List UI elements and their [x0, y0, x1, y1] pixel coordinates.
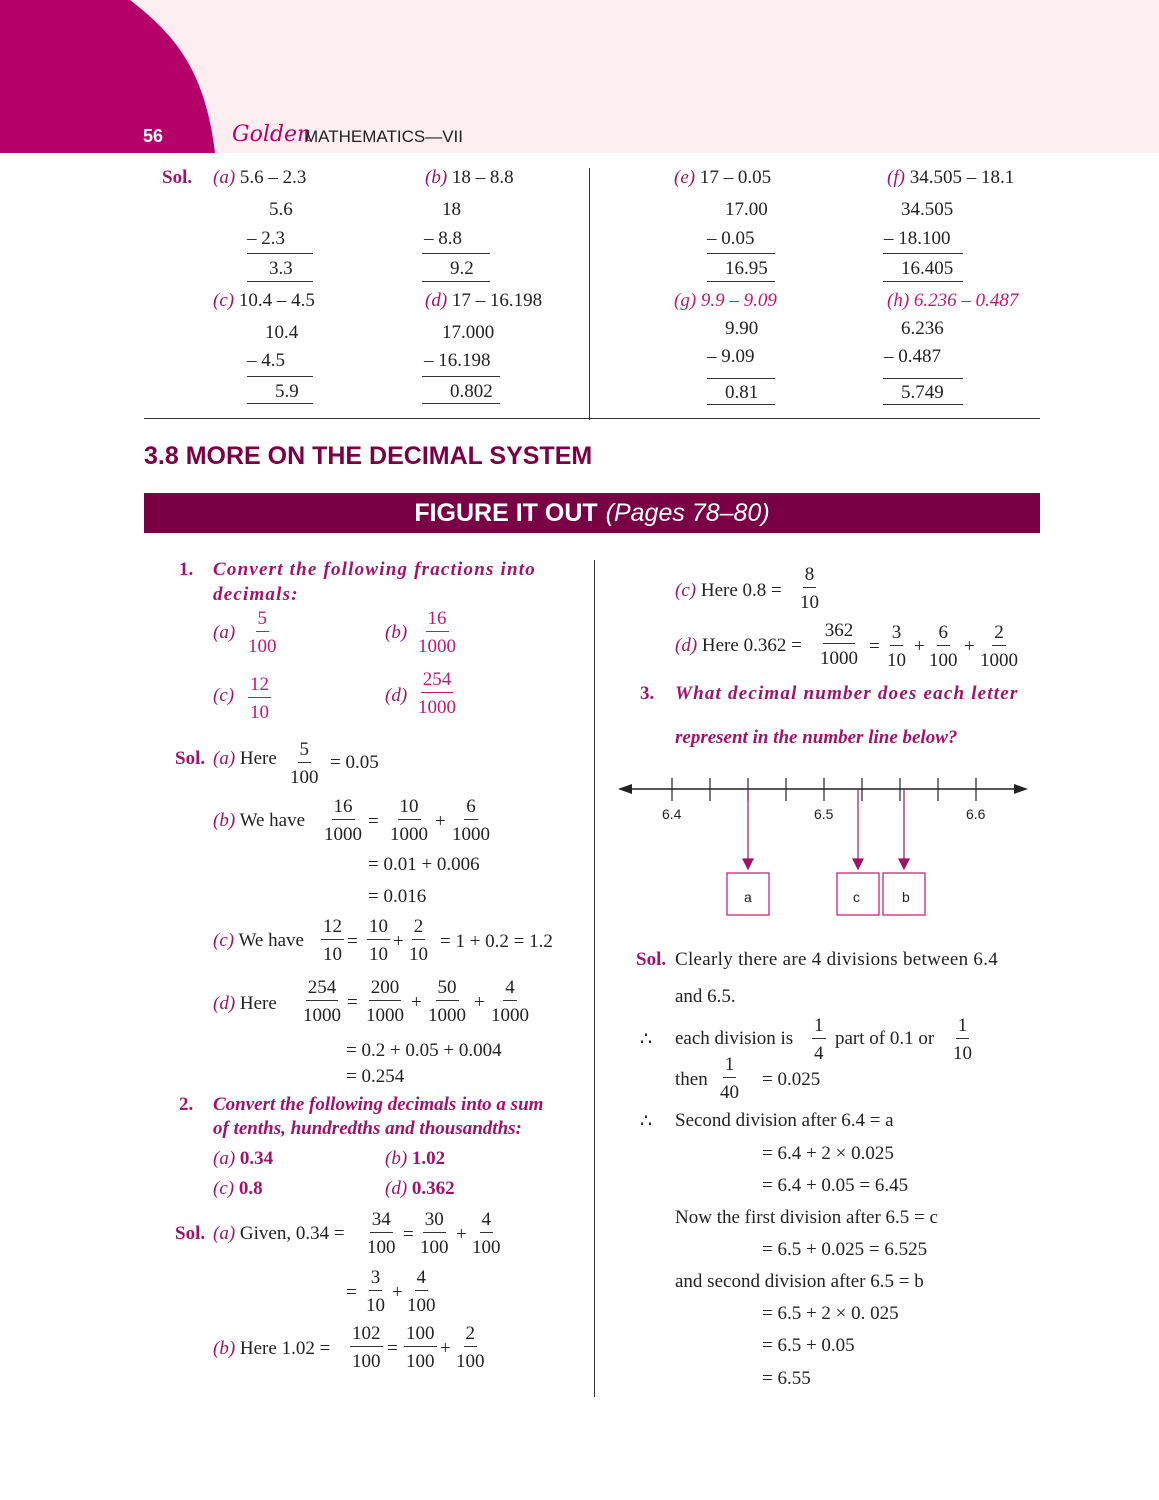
- box-label-a: a: [744, 889, 752, 905]
- q2-sol-a: (a) Given, 0.34 =: [213, 1223, 345, 1244]
- sub-b-result: 9.2: [450, 258, 474, 279]
- q1-sol-d-frac2: 200 1000: [366, 977, 404, 1026]
- tick-label-6-5: 6.5: [814, 806, 834, 822]
- eq-sign: =: [403, 1224, 414, 1245]
- plus-sign: +: [964, 636, 975, 657]
- q1-sol-label: Sol.: [175, 748, 206, 769]
- q2-sol-b-frac2: 100 100: [406, 1323, 435, 1372]
- q3-sol-line3b: part of 0.1 or: [835, 1028, 935, 1049]
- q3-text-line2: represent in the number line below?: [675, 727, 958, 748]
- page-number: 56: [143, 126, 164, 146]
- eq-sign: =: [347, 992, 358, 1013]
- sub-g-rule2: [707, 404, 775, 405]
- q1-sol-d-frac3: 50 1000: [428, 977, 466, 1026]
- plus-sign: +: [456, 1224, 467, 1245]
- sub-f-expr: (f) 34.505 – 18.1: [887, 167, 1015, 188]
- banner-title: FIGURE IT OUT: [414, 498, 598, 527]
- book-title: MATHEMATICS—VII: [304, 127, 463, 146]
- q2-text-line2: of tenths, hundredths and thousandths:: [213, 1118, 522, 1139]
- q2-sol-a-frac1: 34 100: [367, 1209, 396, 1258]
- q3-sol-line7: = 6.4 + 0.05 = 6.45: [762, 1175, 909, 1196]
- q1-sol-b-frac3: 6 1000: [452, 796, 490, 845]
- q2-sol-b: (b) Here 1.02 =: [213, 1338, 331, 1359]
- q1-sol-d-frac1: 254 1000: [303, 977, 341, 1026]
- q3-sol-frac-fortieth: 1 40: [720, 1054, 739, 1103]
- q3-sol-line5: Second division after 6.4 = a: [675, 1110, 894, 1131]
- q1-sol-c: (c) We have: [213, 930, 304, 951]
- sub-e-line2: – 0.05: [707, 228, 755, 249]
- q3-sol-line8: Now the first division after 6.5 = c: [675, 1207, 938, 1228]
- figure-it-out-banner: [144, 493, 1040, 533]
- sub-h-rule: [883, 378, 963, 379]
- sub-g-rule: [707, 378, 775, 379]
- plus-sign: +: [440, 1338, 451, 1359]
- q1-a-fraction: 5 100: [248, 608, 277, 657]
- q3-sol-line13: = 6.55: [762, 1368, 811, 1389]
- q1-sol-b-frac2: 10 1000: [390, 796, 428, 845]
- banner-pages: (Pages 78–80): [605, 498, 770, 527]
- sub-b-rule: [422, 253, 490, 254]
- q2-sol-c: (c) Here 0.8 =: [675, 580, 782, 601]
- sub-f-line2: – 18.100: [884, 228, 951, 249]
- sub-a-line2: – 2.3: [247, 228, 285, 249]
- q2-sol-a-frac3: 4 100: [472, 1209, 501, 1258]
- q3-sol-line11: = 6.5 + 2 × 0. 025: [762, 1303, 899, 1324]
- sub-f-line1: 34.505: [901, 199, 954, 220]
- sub-f-rule: [883, 253, 963, 254]
- sub-c-line2: – 4.5: [247, 350, 285, 371]
- q1-sol-b: (b) We have: [213, 810, 306, 831]
- q1-sol-c-frac3: 2 10: [409, 916, 428, 965]
- q2-sol-c-frac: 8 10: [800, 564, 819, 613]
- q2-sol-d-frac1: 362 1000: [820, 620, 858, 669]
- q2-sol-a-frac4: 3 10: [366, 1267, 385, 1316]
- brand-logo: Golden: [232, 122, 312, 147]
- q1-b-label: (b): [385, 622, 408, 643]
- q3-sol-line12: = 6.5 + 0.05: [762, 1335, 855, 1356]
- q2-sol-d: (d) Here 0.362 =: [675, 635, 802, 656]
- q3-number: 3.: [640, 683, 655, 704]
- q1-sol-d-frac4: 4 1000: [491, 977, 529, 1026]
- sub-a-line1: 5.6: [269, 199, 293, 220]
- q3-sol-line1: Clearly there are 4 divisions between 6.4: [675, 949, 999, 970]
- q3-sol-line2: and 6.5.: [675, 986, 736, 1007]
- sub-c-result: 5.9: [275, 381, 299, 402]
- q1-sol-a-frac: 5 100: [290, 739, 319, 788]
- box-label-c: c: [853, 889, 860, 905]
- header-corner-tab: [0, 0, 220, 153]
- q1-text-line2: decimals:: [213, 584, 299, 605]
- q1-sol-d-line3: = 0.254: [346, 1066, 405, 1087]
- sol-label: Sol.: [162, 167, 193, 188]
- sub-c-expr: (c) 10.4 – 4.5: [213, 290, 315, 311]
- section-separator: [144, 418, 1040, 419]
- q1-sol-a: (a) Here: [213, 748, 277, 769]
- q2-number: 2.: [179, 1094, 194, 1115]
- sub-g-result: 0.81: [725, 382, 759, 403]
- q1-sol-d-line2: = 0.2 + 0.05 + 0.004: [346, 1040, 502, 1061]
- sub-b-expr: (b) 18 – 8.8: [425, 167, 514, 188]
- q2-sol-a-frac2: 30 100: [420, 1209, 449, 1258]
- sub-e-rule: [707, 253, 775, 254]
- plus-sign: +: [474, 992, 485, 1013]
- sub-h-rule2: [883, 404, 963, 405]
- q1-d-label: (d): [385, 685, 408, 706]
- plus-sign: +: [435, 811, 446, 832]
- sub-b-line2: – 8.8: [424, 228, 462, 249]
- sub-d-result: 0.802: [450, 381, 493, 402]
- q1-sol-b-line3: = 0.016: [368, 886, 427, 907]
- q2-sol-a-frac5: 4 100: [407, 1267, 436, 1316]
- box-label-b: b: [902, 889, 910, 905]
- tick-label-6-6: 6.6: [966, 806, 986, 822]
- sub-e-line1: 17.00: [725, 199, 768, 220]
- sub-e-result: 16.95: [725, 258, 768, 279]
- eq-sign: =: [347, 931, 358, 952]
- sub-h-line1: 6.236: [901, 318, 944, 339]
- q1-d-fraction: 254 1000: [418, 669, 456, 718]
- q1-sol-b-line2: = 0.01 + 0.006: [368, 854, 480, 875]
- sub-f-rule2: [883, 281, 963, 282]
- q3-sol-label: Sol.: [636, 949, 667, 970]
- q2-sol-d-frac2: 3 10: [887, 622, 906, 671]
- plus-sign: +: [393, 931, 404, 952]
- q2-d: (d) 0.362: [385, 1178, 455, 1199]
- q1-number: 1.: [179, 559, 194, 580]
- q3-sol-frac-tenth: 1 10: [953, 1015, 972, 1064]
- q2-c: (c) 0.8: [213, 1178, 263, 1199]
- sub-a-result: 3.3: [269, 258, 293, 279]
- sub-a-expr: (a) 5.6 – 2.3: [213, 167, 307, 188]
- q1-sol-d: (d) Here: [213, 993, 277, 1014]
- q3-sol-line4b: = 0.025: [762, 1069, 821, 1090]
- sub-d-line1: 17.000: [442, 322, 495, 343]
- sub-e-expr: (e) 17 – 0.05: [674, 167, 772, 188]
- q1-sol-c-frac1: 12 10: [323, 916, 342, 965]
- sub-c-line1: 10.4: [265, 322, 299, 343]
- sub-g-line1: 9.90: [725, 318, 759, 339]
- q1-sol-c-result: = 1 + 0.2 = 1.2: [440, 931, 553, 952]
- section-heading: 3.8 MORE ON THE DECIMAL SYSTEM: [144, 442, 593, 470]
- q1-text-line1: Convert the following fractions into: [213, 559, 536, 580]
- sub-g-line2: – 9.09: [707, 346, 755, 367]
- sub-b-line1: 18: [442, 199, 461, 220]
- plus-sign: +: [411, 992, 422, 1013]
- q3-sol-frac-quarter: 1 4: [814, 1015, 824, 1064]
- q3-sol-line4a: then: [675, 1069, 708, 1090]
- therefore-symbol: ∴: [640, 1029, 653, 1050]
- q1-c-fraction: 12 10: [250, 674, 269, 723]
- number-line-diagram: [610, 770, 1040, 920]
- column-divider-main: [594, 560, 595, 1397]
- q2-sol-label: Sol.: [175, 1223, 206, 1244]
- sub-e-rule2: [707, 281, 775, 282]
- q2-b: (b) 1.02: [385, 1148, 446, 1169]
- sub-g-expr: (g) 9.9 – 9.09: [674, 290, 777, 311]
- q1-a-label: (a): [213, 622, 236, 643]
- sub-h-expr: (h) 6.236 – 0.487: [887, 290, 1019, 311]
- sub-f-result: 16.405: [901, 258, 954, 279]
- therefore-symbol: ∴: [640, 1111, 653, 1132]
- column-divider-top: [589, 168, 590, 420]
- sub-d-line2: – 16.198: [424, 350, 491, 371]
- q3-sol-line3a: each division is: [675, 1028, 794, 1049]
- sub-c-rule: [247, 376, 313, 377]
- sub-h-result: 5.749: [901, 382, 944, 403]
- q2-sol-b-frac3: 2 100: [456, 1323, 485, 1372]
- q1-sol-c-frac2: 10 10: [369, 916, 388, 965]
- q3-text-line1: What decimal number does each letter: [675, 683, 1019, 704]
- q2-sol-d-frac3: 6 100: [929, 622, 958, 671]
- q1-b-fraction: 16 1000: [418, 608, 456, 657]
- q1-c-label: (c): [213, 685, 235, 706]
- q1-sol-a-result: = 0.05: [330, 752, 379, 773]
- eq-sign: =: [387, 1338, 398, 1359]
- sub-d-rule: [422, 376, 500, 377]
- q2-sol-d-frac4: 2 1000: [980, 622, 1018, 671]
- eq-sign: =: [368, 811, 379, 832]
- q3-sol-line10: and second division after 6.5 = b: [675, 1271, 924, 1292]
- sub-d-expr: (d) 17 – 16.198: [425, 290, 543, 311]
- plus-sign: +: [392, 1282, 403, 1303]
- sub-a-rule2: [247, 281, 313, 282]
- sub-c-rule2: [247, 403, 313, 404]
- sub-a-rule: [247, 253, 313, 254]
- q2-sol-b-frac1: 102 100: [352, 1323, 381, 1372]
- sub-b-rule2: [422, 281, 490, 282]
- q2-text-line1: Convert the following decimals into a sum: [213, 1094, 544, 1115]
- sub-h-line2: – 0.487: [884, 346, 941, 367]
- q3-sol-line9: = 6.5 + 0.025 = 6.525: [762, 1239, 928, 1260]
- q2-a: (a) 0.34: [213, 1148, 274, 1169]
- eq-sign: =: [346, 1282, 357, 1303]
- sub-d-rule2: [422, 403, 500, 404]
- eq-sign: =: [869, 636, 880, 657]
- q1-sol-b-frac1: 16 1000: [324, 796, 362, 845]
- tick-label-6-4: 6.4: [662, 806, 682, 822]
- q3-sol-line6: = 6.4 + 2 × 0.025: [762, 1143, 894, 1164]
- plus-sign: +: [914, 636, 925, 657]
